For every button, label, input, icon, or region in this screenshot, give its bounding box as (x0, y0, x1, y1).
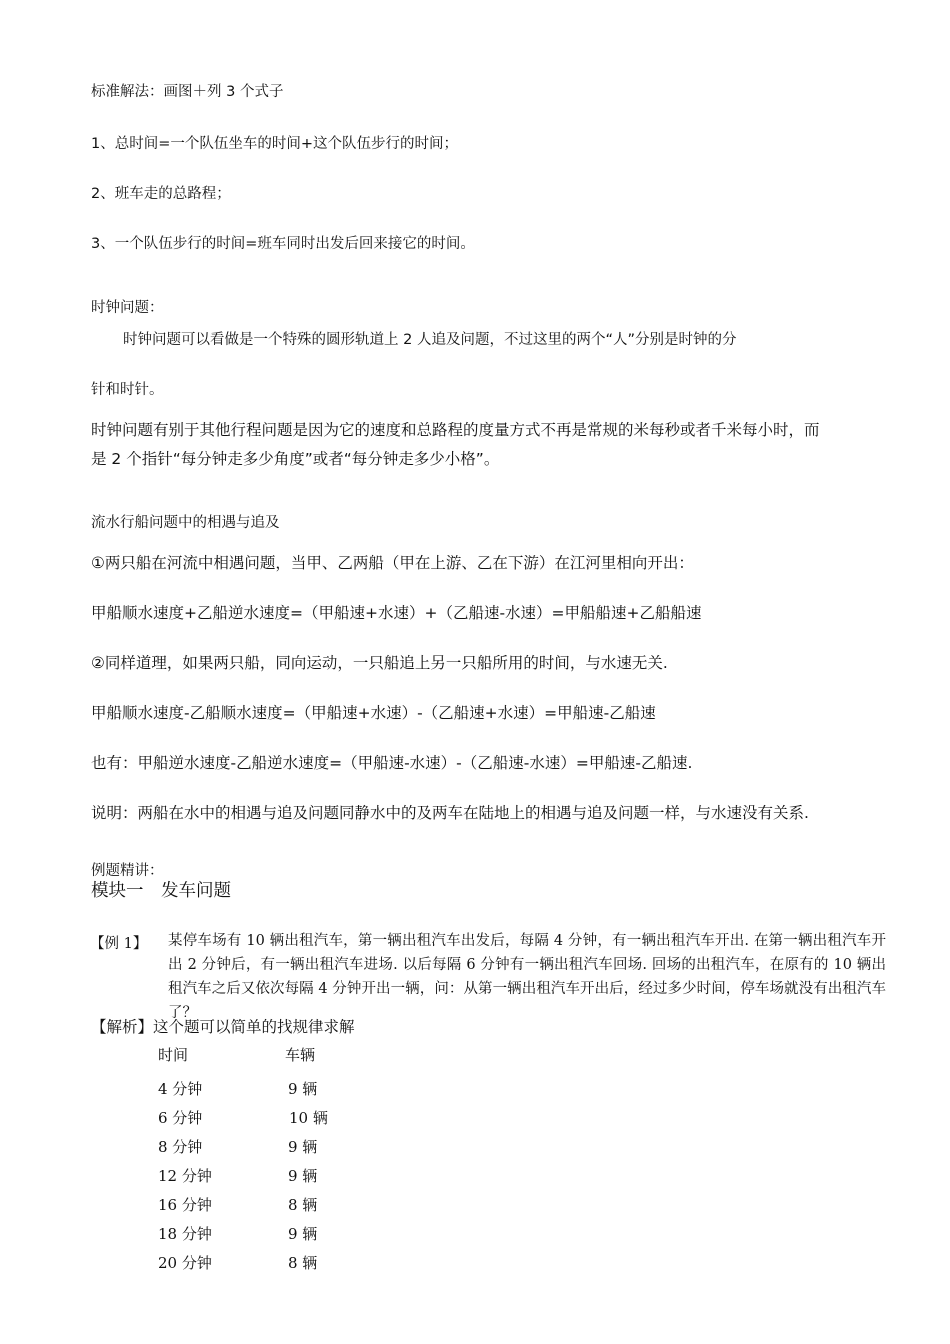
clock-para-2-line-1: 时钟问题有别于其他行程问题是因为它的速度和总路程的度量方式不再是常规的米每秒或者千米每小时，而 (91, 421, 820, 439)
module-title: 模块一 发车问题 (91, 881, 231, 901)
example-1-tag: 【例 1】 (90, 936, 148, 952)
clock-para-1-line-2: 针和时针。 (91, 382, 164, 398)
analysis-line: 【解析】这个题可以简单的找规律求解 (91, 1018, 355, 1036)
cars-cell: 9 辆 (288, 1167, 318, 1185)
step-3: 3、一个队伍步行的时间=班车同时出发后回来接它的时间。 (91, 236, 475, 252)
cars-cell: 9 辆 (288, 1138, 318, 1156)
cars-cell: 9 辆 (288, 1080, 318, 1098)
cars-cell: 9 辆 (288, 1225, 318, 1243)
table-header-time: 时间 (158, 1046, 189, 1064)
river-p1: ①两只船在河流中相遇问题，当甲、乙两船（甲在上游、乙在下游）在江河里相向开出： (91, 554, 694, 572)
method-heading: 标准解法：画图＋列 3 个式子 (91, 84, 284, 100)
table-header-cars: 车辆 (285, 1046, 316, 1064)
river-p6: 说明：两船在水中的相遇与追及问题同静水中的及两车在陆地上的相遇与追及问题一样，与水速没有关系. (91, 804, 809, 822)
clock-heading: 时钟问题： (91, 300, 164, 316)
examples-heading: 例题精讲： (91, 863, 164, 879)
clock-para-1-line-1: 时钟问题可以看做是一个特殊的圆形轨道上 2 人追及问题，不过这里的两个“人”分别是时钟的分 (123, 332, 737, 348)
river-heading: 流水行船问题中的相遇与追及 (91, 515, 280, 531)
river-p3: ②同样道理，如果两只船，同向运动，一只船追上另一只船所用的时间，与水速无关. (91, 654, 668, 672)
time-cell: 12 分钟 (158, 1167, 212, 1185)
time-cell: 6 分钟 (158, 1109, 203, 1127)
river-p4: 甲船顺水速度-乙船顺水速度=（甲船速+水速）-（乙船速+水速）=甲船速-乙船速 (91, 704, 656, 722)
example-1-text: 某停车场有 10 辆出租汽车，第一辆出租汽车出发后，每隔 4 分钟，有一辆出租汽车开出. 在第一辆出租汽车开出 2 分钟后，有一辆出租汽车进场. 以后每隔 6 分钟有一辆出租汽车回场. 回场的出租汽车，在原有的 10 辆出租汽车之后又依次每隔 4 分钟开出一辆，问：从第一辆出租汽车开出后，经过多少时间，停车场就没有出租汽车了？ (168, 933, 886, 1021)
time-cell: 16 分钟 (158, 1196, 212, 1214)
river-p2: 甲船顺水速度+乙船逆水速度=（甲船速+水速）+（乙船速-水速）=甲船船速+乙船船速 (91, 604, 702, 622)
step-2: 2、班车走的总路程； (91, 186, 231, 202)
step-1: 1、总时间=一个队伍坐车的时间+这个队伍步行的时间； (91, 136, 459, 152)
time-cell: 20 分钟 (158, 1254, 212, 1272)
time-cell: 8 分钟 (158, 1138, 203, 1156)
time-cell: 18 分钟 (158, 1225, 212, 1243)
time-cell: 4 分钟 (158, 1080, 203, 1098)
river-p5: 也有：甲船逆水速度-乙船逆水速度=（甲船速-水速）-（乙船速-水速）=甲船速-乙船速. (91, 754, 693, 772)
cars-cell: 8 辆 (288, 1196, 318, 1214)
cars-cell: 10 辆 (289, 1109, 328, 1127)
clock-para-2-line-2: 是 2 个指针“每分钟走多少角度”或者“每分钟走多少小格”。 (91, 450, 500, 468)
cars-cell: 8 辆 (288, 1254, 318, 1272)
